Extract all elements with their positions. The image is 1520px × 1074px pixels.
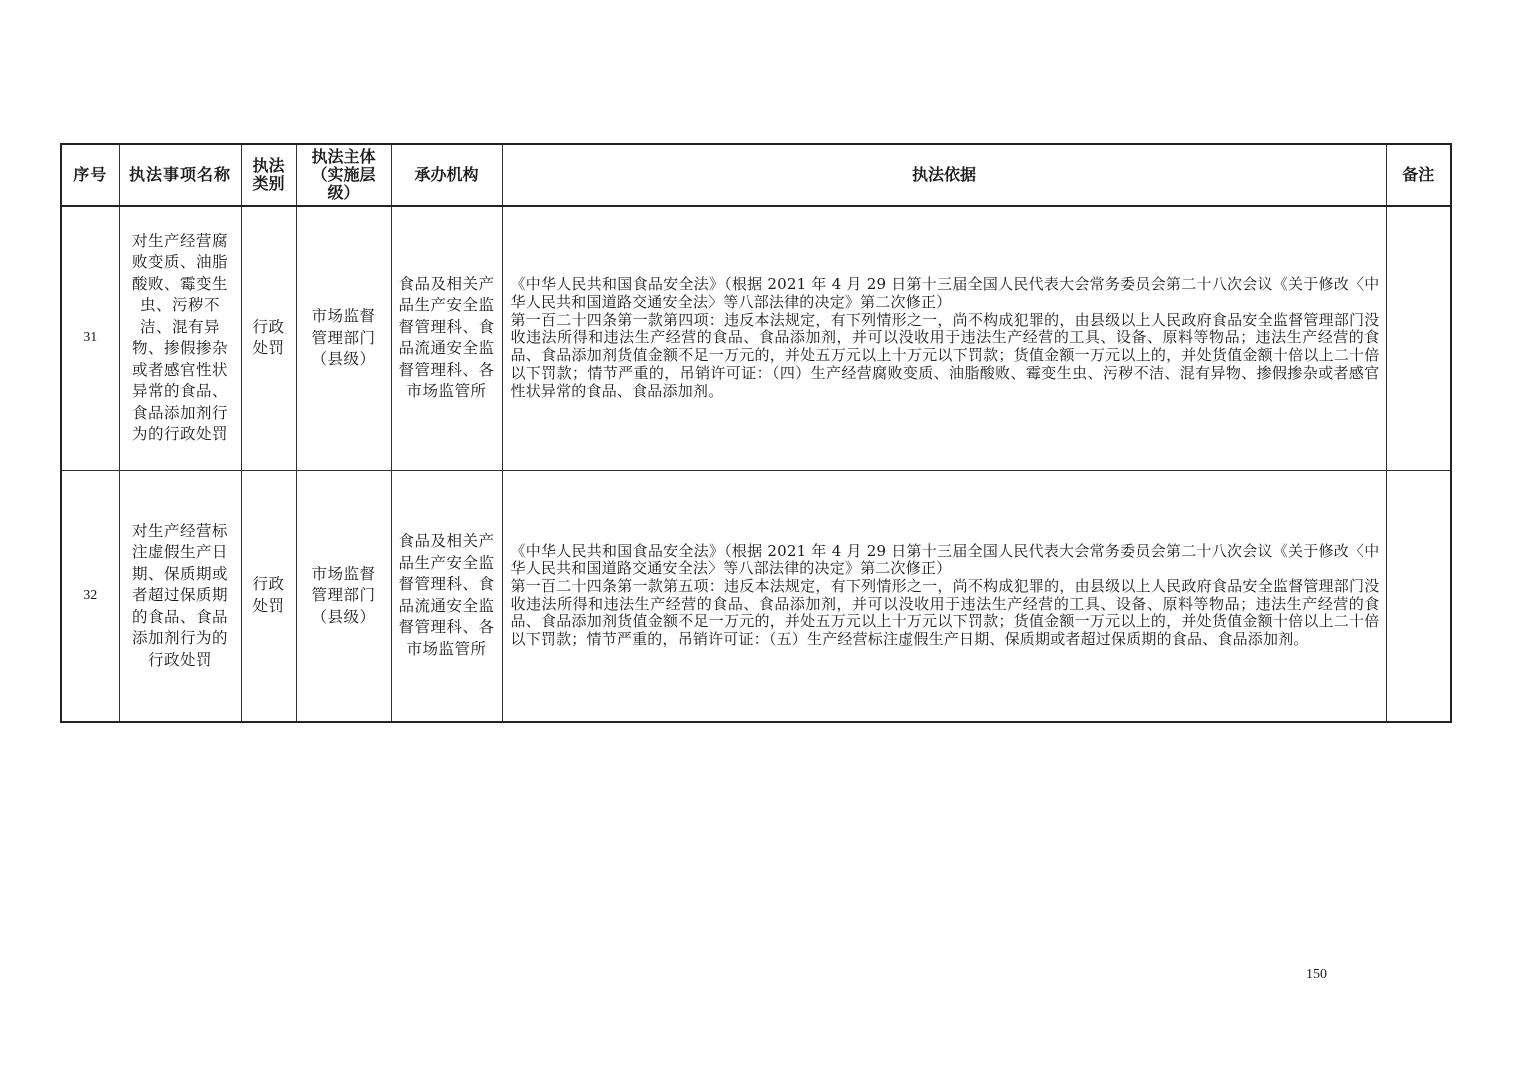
row-org-text: 食品及相关产品生产安全监督管理科、食品流通安全监督管理科、各市场监管所	[398, 274, 495, 401]
row-item-name-text: 对生产经营标注虚假生产日期、保质期或者超过保质期的食品、食品添加剂行为的行政处罚	[131, 521, 228, 669]
header-item-name: 执法事项名称	[119, 144, 241, 206]
header-subject-text: 执法主体（实施层级）	[311, 147, 376, 202]
row-seq: 31	[61, 206, 119, 470]
header-basis: 执法依据	[502, 144, 1386, 206]
row-seq: 32	[61, 470, 119, 722]
row-org	[391, 206, 502, 470]
row-basis-text: 《中华人民共和国食品安全法》（根据 2021 年 4 月 29 日第十三届全国人民代表大会常务委员会第二十八次会议《关于修改〈中华人民共和国道路交通安全法〉等八部法律的决定》第二次修正） 第一百二十四条第一款第五项：违反本法规定，有下列情形之一，尚不构成犯罪的，由县级以上人民政府食品安全监督管理部门没收违法所得和违法生产经营的食品、食品添加剂，并可以没收用于违法生产经营的工具、设备、原料等物品；违法生产经营的食品、食品添加剂货值金额不足一万元的，并处五万元以上十万元以下罚款；货值金额一万元以上的，并处货值金额十倍以上二十倍以下罚款；情节严重的，吊销许可证：（五）生产经营标注虚假生产日期、保质期或者超过保质期的食品、食品添加剂。	[510, 541, 1380, 649]
table-header-row	[61, 144, 1451, 206]
row-basis	[502, 470, 1386, 722]
row-subject-text: 市场监督管理部门（县级）	[311, 564, 376, 626]
header-category	[241, 144, 296, 206]
row-category	[241, 470, 296, 722]
page-number: 150	[1306, 967, 1327, 982]
header-category-text: 执法类别	[252, 156, 285, 193]
row-category	[241, 206, 296, 470]
enforcement-items-table	[60, 143, 1452, 723]
row-subject-text: 市场监督管理部门（县级）	[311, 307, 376, 368]
header-subject	[296, 144, 391, 206]
row-basis-text: 《中华人民共和国食品安全法》（根据 2021 年 4 月 29 日第十三届全国人民代表大会常务委员会第二十八次会议《关于修改〈中华人民共和国道路交通安全法〉等八部法律的决定》第二次修正） 第一百二十四条第一款第四项：违反本法规定，有下列情形之一，尚不构成犯罪的，由县级以上人民政府食品安全监督管理部门没收违法所得和违法生产经营的食品、食品添加剂，并可以没收用于违法生产经营的工具、设备、原料等物品；违法生产经营的食品、食品添加剂货值金额不足一万元的，并处五万元以上十万元以下罚款；货值金额一万元以上的，并处货值金额十倍以上二十倍以下罚款；情节严重的，吊销许可证：（四）生产经营腐败变质、油脂酸败、霉变生虫、污秽不洁、混有异物、掺假掺杂或者感官性状异常的食品、食品添加剂。	[510, 275, 1380, 400]
row-subject	[296, 470, 391, 722]
header-note: 备注	[1386, 144, 1451, 206]
header-org: 承办机构	[391, 144, 502, 206]
row-note	[1386, 470, 1451, 722]
table-row	[61, 206, 1451, 470]
row-item-name	[119, 470, 241, 722]
row-org-text: 食品及相关产品生产安全监督管理科、食品流通安全监督管理科、各市场监管所	[398, 532, 495, 658]
row-org	[391, 470, 502, 722]
header-seq: 序号	[61, 144, 119, 206]
row-basis	[502, 206, 1386, 470]
row-category-text: 行政处罚	[252, 317, 285, 358]
row-note	[1386, 206, 1451, 470]
row-subject	[296, 206, 391, 470]
table-row	[61, 470, 1451, 722]
row-item-name	[119, 206, 241, 470]
row-item-name-text: 对生产经营腐败变质、油脂酸败、霉变生虫、污秽不洁、混有异物、掺假掺杂或者感官性状异常的食品、食品添加剂行为的行政处罚	[131, 231, 228, 444]
row-category-text: 行政处罚	[252, 575, 285, 615]
